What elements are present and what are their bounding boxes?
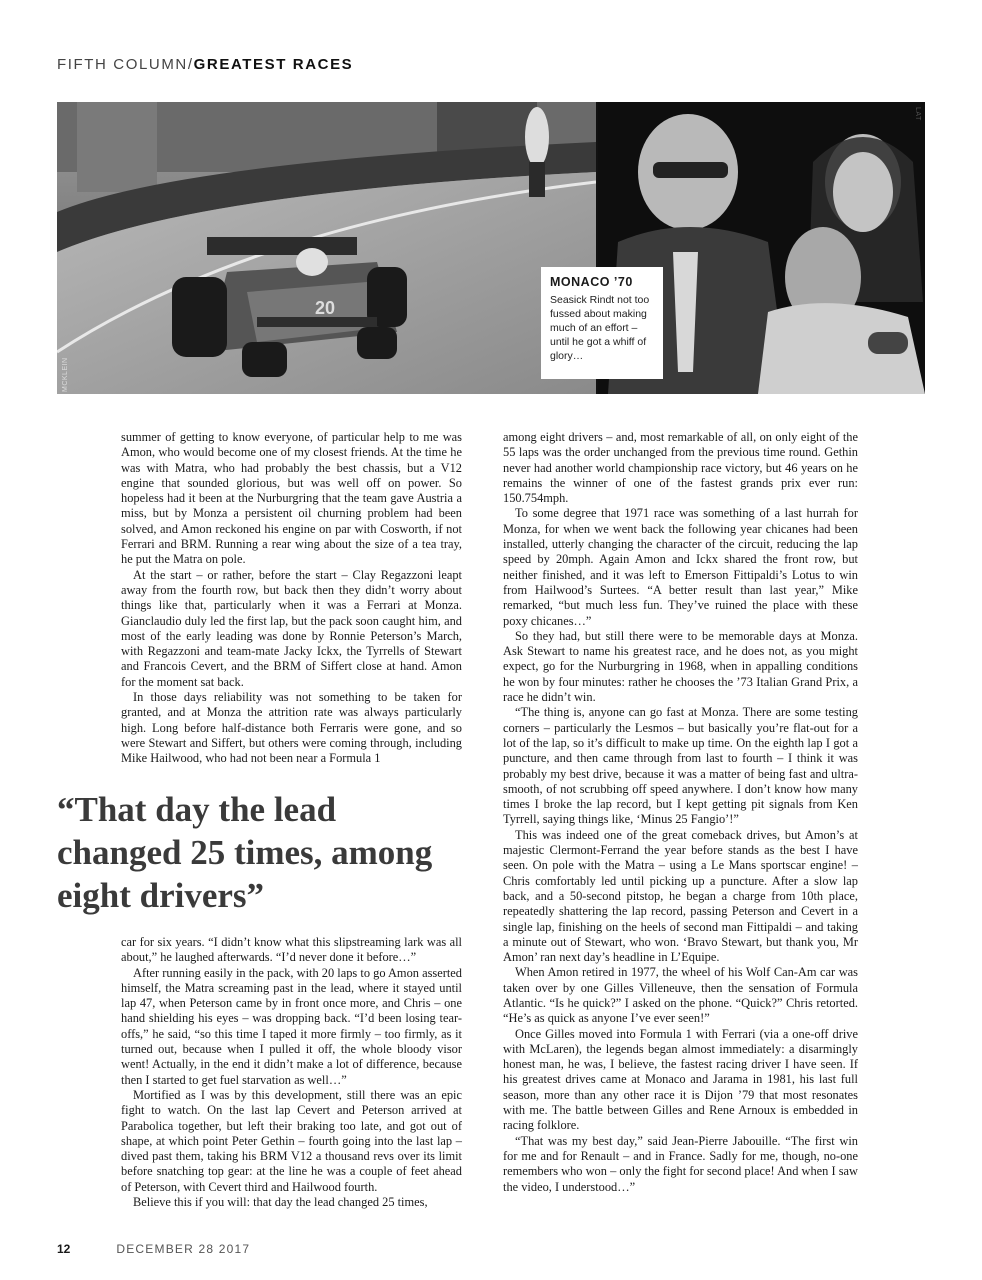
- caption-title: MONACO ’70: [550, 275, 633, 289]
- photo-caption: [541, 267, 663, 379]
- article-column-2: [503, 430, 858, 1195]
- column-label: FIFTH COLUMN/: [57, 56, 194, 73]
- paragraph: In those days reliability was not something to be taken for granted, and at Monza the attrition rate was always particularly high. Long before half-distance both Ferraris were gone, and so were Stewart and Siffert, but others were coming through, including Mike Hailwood, who had not been near a Formula 1: [121, 690, 462, 766]
- caption-text: Seasick Rindt not too fussed about making much of an effort – until he got a whiff of glory…: [550, 294, 650, 362]
- paragraph: Once Gilles moved into Formula 1 with Ferrari (via a one-off drive with McLaren), the legends began almost immediately: a disarmingly honest man, he was, I believe, the fastest racing driver I have seen. If his greatest drives came at Monaco and Jarama in 1981, his last full season, more than any other race it is Dijon ’79 that most resonates with me. The battle between Gilles and Rene Arnoux is embedded in racing folklore.: [503, 1026, 858, 1133]
- section-label: GREATEST RACES: [193, 56, 354, 73]
- photo-credit-left: MCKLEIN: [62, 357, 69, 392]
- race-car-photo: [57, 102, 596, 394]
- paragraph: “The thing is, anyone can go fast at Monza. There are some testing corners – particularly the Lesmos – but basically you’re flat-out for a lot of the lap, so it’s difficult to make up time. On the eighth lap I got a puncture, and then came through from last to fourth – I think it was probably my best drive, because it was a matter of being fast and ultra-smooth, of not scrubbing off speed anywhere. I don’t know how many times I broke the lap record, but I kept getting pit signals from Ken Tyrrell, saying things like, ‘Minus 25 Fangio’!”: [503, 705, 858, 827]
- paragraph: among eight drivers – and, most remarkable of all, on only eight of the 55 laps was the order unchanged from the previous time round. Gethin never had another world championship race victory, but 46 years on he remains the winner of one of the fastest grands prix ever run: 150.754mph.: [503, 430, 858, 506]
- photo-spread: [57, 102, 925, 394]
- paragraph: To some degree that 1971 race was something of a last hurrah for Monza, for when we went back the following year chicanes had been installed, utterly changing the character of the circuit, reducing the lap speed by 20mph. Again Amon and Ickx shared the front row, but neither finished, and it was left to Emerson Fittipaldi’s Lotus to win from Hailwood’s Surtees. “A better result than last year,” Mike remarked, “but much less fun. They’ve ruined the place with these poxy chicanes…”: [503, 506, 858, 628]
- car-number: 20: [315, 298, 336, 318]
- page-number: 12: [57, 1242, 71, 1256]
- paragraph: Believe this if you will: that day the lead changed 25 times,: [133, 1195, 428, 1210]
- photo-credit-right: LAT: [914, 107, 921, 121]
- paragraph: After running easily in the pack, with 20 laps to go Amon asserted himself, the Matra screaming past in the lead, where it stayed until lap 47, when Peterson came by in front once more, and Chris – one hand shielding his eyes – was dropping back. “I’d been losing tear-offs,” he said, “so this time I taped it more firmly – too firmly, as it turned out, because when I pulled it off, the whole bloody visor went! Actually, in the end it didn’t make a lot of difference, because then I started to get fuel starvation as well…”: [121, 965, 462, 1087]
- paragraph: Mortified as I was by this development, still there was an epic fight to watch. On the last lap Cevert and Peterson arrived at Parabolica together, but left their braking too late, and got out of shape, at which point Peter Gethin – fourth going into the last lap – dived past them, taking his BRM V12 a thousand revs over its limit before snatching top gear: at the line he was a couple of feet ahead of Peterson, with Cevert third and Hailwood fourth.: [121, 1087, 462, 1194]
- pull-quote: “That day the lead changed 25 times, among eight drivers”: [57, 790, 433, 915]
- article-column-1-continued: [121, 935, 462, 1210]
- running-header: [57, 56, 353, 73]
- paragraph: car for six years. “I didn’t know what this slipstreaming lark was all about,” he laughed afterwards. “I’d never done it before…”: [121, 935, 462, 965]
- issue-date: DECEMBER 28 2017: [116, 1242, 251, 1256]
- paragraph: This was indeed one of the great comeback drives, but Amon’s at majestic Clermont-Ferrand the year before stands as the best I have seen. On pole with the Matra – using a Le Mans sportscar engine! – Chris comfortably led until picking up a puncture. After a slow lap back, and a 50-second pitstop, he began a charge from 10th place, repeatedly shattering the lap record, passing Peterson and Cevert in a single lap, finishing on the heels of second man Fittipaldi – and taking a minute out of Stewart, who won. ‘Bravo Stewart, but thank you, Mr Amon’ ran next day’s headline in L’Equipe.: [503, 827, 858, 965]
- paragraph: When Amon retired in 1977, the wheel of his Wolf Can-Am car was taken over by one Gilles Villeneuve, then the sensation of Formula Atlantic. “Is he quick?” I asked on the phone. “Quick?” Chris retorted. “He’s as quick as anyone I’ve ever seen!”: [503, 965, 858, 1026]
- paragraph: At the start – or rather, before the start – Clay Regazzoni leapt away from the fourth row, but back then they didn’t worry about things like that, particularly when it was a Ferrari at Monza. Gianclaudio duly led the first lap, but the pack soon caught him, and most of the early leading was done by Ronnie Peterson’s March, with Regazzoni and team-mate Jacky Ickx, the Tyrrells of Stewart and Francois Cevert, and the BRM of Siffert close at hand. Amon for the moment sat back.: [121, 567, 462, 689]
- article-column-1: [121, 430, 462, 767]
- paragraph: “That was my best day,” said Jean-Pierre Jabouille. “The first win for me and for Renault – and in France. Sadly for me, though, no-one remembers who won – only the fight for second place! And when I saw the video, I understood…”: [503, 1133, 858, 1194]
- paragraph: summer of getting to know everyone, of particular help to me was Amon, who would become one of my closest friends. At the time he was with Matra, who had probably the best chassis, but a V12 engine that sounded glorious, but was well off on power. So hopeless had it been at the Nurburgring that the team gave Austria a miss, but by Monza a persistent oil churning problem had been solved, and Amon reckoned his engine on par with Cosworth, if not Ferrari and BRM. Running a rear wing about the size of a tea tray, he put the Matra on pole.: [121, 430, 462, 567]
- paragraph: So they had, but still there were to be memorable days at Monza. Ask Stewart to name his greatest race, and he does not, as you might expect, go for the Nurburgring in 1968, when in appalling conditions he won by four minutes: rather he chooses the ’73 Italian Grand Prix, a race he didn’t win.: [503, 628, 858, 705]
- page-footer: [57, 1242, 250, 1256]
